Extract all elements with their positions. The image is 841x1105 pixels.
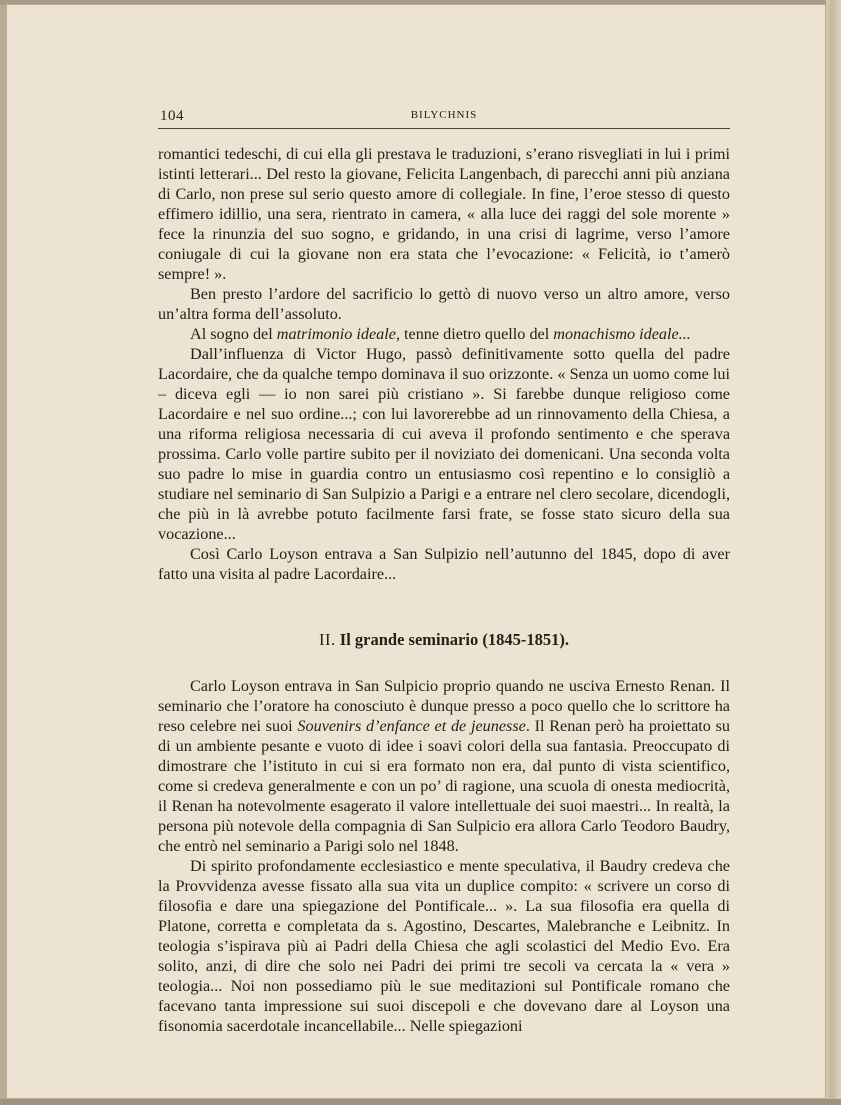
text-part-2 [158, 676, 730, 1036]
body-text [158, 144, 730, 1036]
section-heading: Il grande seminario (1845-1851). [339, 630, 569, 649]
paragraph [158, 344, 730, 544]
running-head: BILYCHNIS [410, 109, 478, 121]
section-number: II. [319, 630, 336, 649]
italic-text: Souvenirs d’enfance et de jeunesse [297, 717, 526, 735]
italic-text: matrimonio ideale [276, 325, 396, 343]
text-part-1 [158, 144, 730, 584]
paragraph-text: Così Carlo Loyson entrava a San Sulpizio nell’autunno del 1845, dopo di aver fatto una visita al padre Lacordaire... [158, 545, 730, 583]
italic-text: monachismo ideale... [553, 325, 691, 343]
paragraph [158, 144, 730, 284]
paragraph [158, 284, 730, 324]
paragraph [158, 324, 730, 344]
page-bottom-edge [0, 1099, 841, 1105]
paragraph [158, 856, 730, 1036]
paragraph [158, 676, 730, 856]
paragraph-text: , tenne dietro quello del [395, 325, 554, 343]
paragraph-text: Di spirito profondamente ecclesiastico e mente speculativa, il Baudry credeva che la Provvidenza avesse fissato alla sua vita un duplice compito: « scrivere un corso di filosofia e dare una spiegazione del Pontificale... ». La sua filosofia era quella di Platone, corretta e completata da s. Agostino, Descartes, Malebranche e Leibnitz. In teologia s’ispirava più ai Padri della Chiesa che agli scolastici del Medio Evo. Era solito, anzi, di dire che solo nei Padri dei primi tre secoli va cercata la « vera » teologia... Noi non possediamo più le sue meditazioni sul Pontificale romano che facevano tanta impressione sui suoi discepoli e che dovevano dare al Loyson una fisonomia sacerdotale incancellabile... Nelle spiegazioni [158, 857, 730, 1035]
page-header [158, 106, 730, 128]
section-title [158, 630, 730, 650]
paragraph-text: romantici tedeschi, di cui ella gli prestava le traduzioni, s’erano risvegliati in lui i primi istinti letterari... Del resto la giovane, Felicita Langenbach, di parecchi anni più anziana di Carlo, non prese sul serio questo amore di collegiale. In fine, l’eroe stesso di questo effimero idillio, una sera, rientrato in camera, « alla luce dei raggi del sole morente » fece la rinunzia del suo sogno, e gridando, in una crisi di lagrime, verso l’amore coniugale di cui la giovane non era stata che l’evocazione: « Felicità, io t’amerò sempre! ». [158, 145, 730, 283]
paragraph-text: Dall’influenza di Victor Hugo, passò definitivamente sotto quella del padre Lacordaire, che da qualche tempo dominava il suo orizzonte. « Senza un uomo come lui – diceva egli — io non sarei più cristiano ». Si farebbe dunque religioso come Lacordaire e nel suo ordine...; con lui lavorerebbe ad un rinnovamento della Chiesa, a una riforma religiosa necessaria di cui aveva il profondo sentimento e che sperava prossima. Carlo volle partire subito per il noviziato dei domenicani. Una seconda volta suo padre lo mise in guardia contro un entusiasmo così repentino e lo consigliò a studiare nel seminario di San Sulpizio a Parigi e a entrare nel clero secolare, dicendogli, che più in là avrebbe potuto facilmente farsi frate, se fosse stato sicuro della sua vocazione... [158, 345, 730, 543]
page-right-edge [826, 0, 841, 1105]
paragraph-text: Ben presto l’ardore del sacrificio lo gettò di nuovo verso un altro amore, verso un’altra forma dell’assoluto. [158, 285, 730, 323]
paragraph [158, 544, 730, 584]
page-number: 104 [160, 108, 184, 124]
paragraph-text: Al sogno del [190, 325, 277, 343]
paragraph-text: . Il Renan però ha proiettato su di un ambiente pesante e vuoto di idee i soavi colori della sua fantasia. Preoccupato di dimostrare che l’istituto in cui si era formato non era, dal punto di vista scientifico, come si credeva generalmente e con un po’ di ragione, una scuola di onesta mediocrità, il Renan ha notevolmente esagerato il valore intellettuale dei suoi maestri... In realtà, la persona più notevole della compagnia di San Sulpicio era allora Carlo Teodoro Baudry, che entrò nel seminario a Parigi solo nel 1848. [158, 717, 730, 855]
paragraph-text: Carlo Loyson entrava in San Sulpicio proprio quando ne usciva Ernesto Renan. Il seminario che l’oratore ha conosciuto è dunque presso a poco quello che lo scrittore ha reso celebre nei suoi [158, 677, 730, 735]
header-rule [158, 128, 730, 129]
